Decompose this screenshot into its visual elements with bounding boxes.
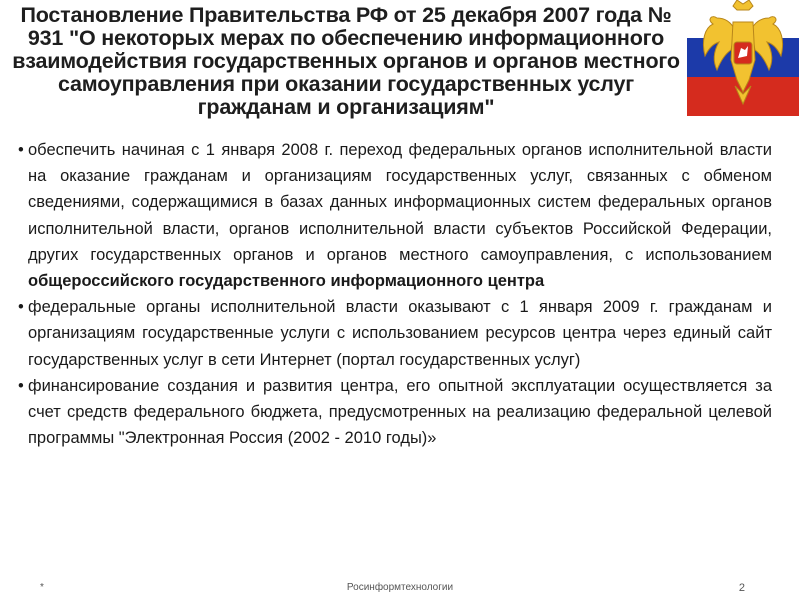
- bullet-list: [18, 137, 772, 451]
- slide-title: Постановление Правительства РФ от 25 декабря 2007 года № 931 "О некоторых мерах по обеспечению информационного взаимодействия государственных органов и органов местного самоуправления при оказании государственных услуг гражданам и организациям": [12, 3, 680, 119]
- slide-footer: [0, 578, 800, 598]
- footer-marker: *: [40, 582, 44, 593]
- russian-flag-with-coat-of-arms-icon: [687, 0, 799, 116]
- bullet-bold-text: общероссийского государственного информационного центра: [28, 272, 545, 291]
- bullet-text: обеспечить начиная с 1 января 2008 г. переход федеральных органов исполнительной власти на оказание гражданам и организациям государственных услуг, связанных с обменом сведениями, содержащимися в базах данных информационных систем федеральных органов исполнительной власти, органов исполнительной власти субъектов Российской Федерации, других государственных органов и органов местного самоуправления, с использованием: [28, 141, 772, 264]
- footer-company: Росинформтехнологии: [346, 582, 454, 593]
- list-item: [18, 294, 772, 373]
- bullet-text: федеральные органы исполнительной власти оказывают с 1 января 2009 г. гражданам и организациям государственные услуги с использованием ресурсов центра через единый сайт государственных услуг в сети Интернет (портал государственных услуг): [28, 298, 772, 369]
- list-item: [18, 137, 772, 294]
- page-number: 2: [738, 582, 745, 594]
- bullet-text: финансирование создания и развития центра, его опытной эксплуатации осуществляется за счет средств федерального бюджета, предусмотренных на реализацию федеральной целевой программы "Электронная Россия (2002 - 2010 годы)»: [28, 376, 772, 448]
- list-item: [18, 373, 772, 452]
